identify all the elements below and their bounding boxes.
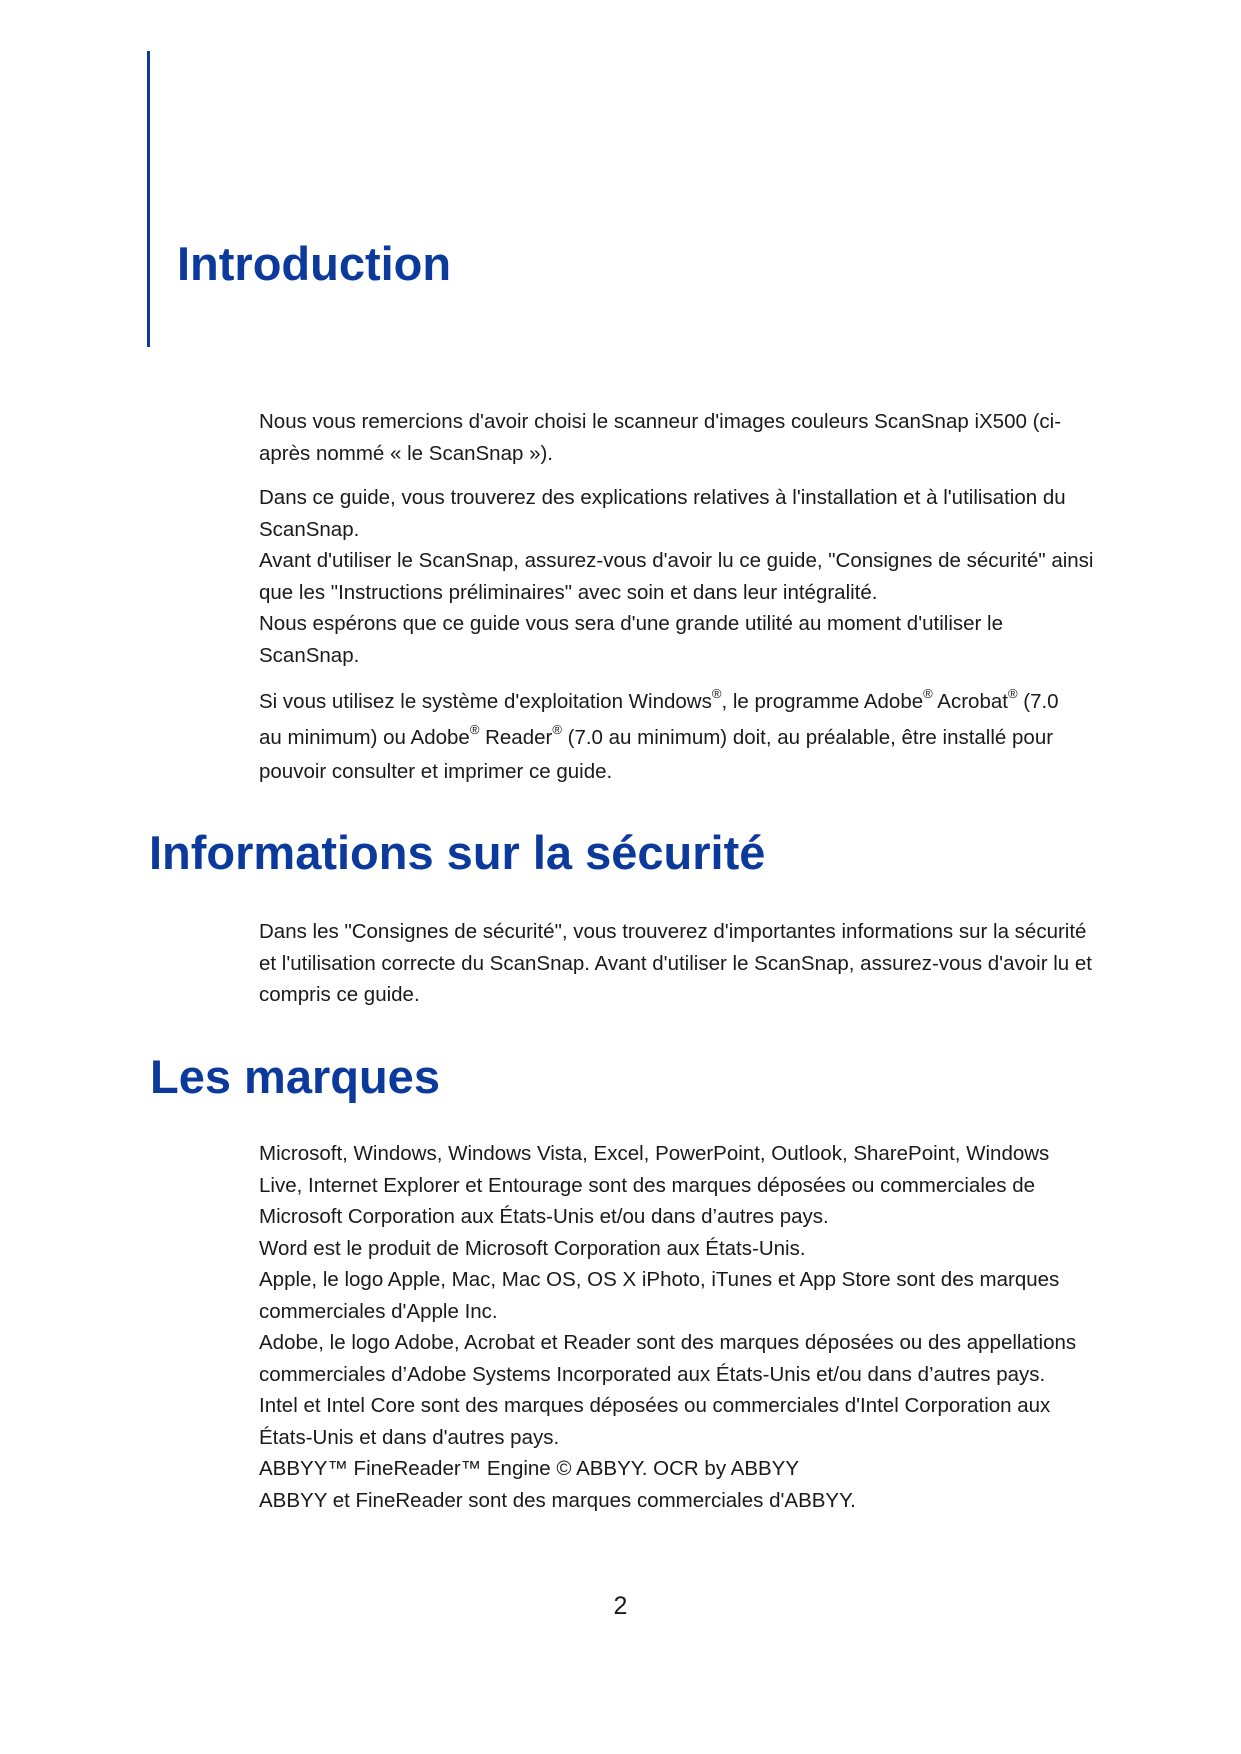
text-line: Microsoft Corporation aux États-Unis et/ou dans d’autres pays. xyxy=(259,1205,829,1228)
section-rule xyxy=(147,51,150,347)
registered-mark: ® xyxy=(1007,686,1018,702)
text-line: ScanSnap. xyxy=(259,643,360,667)
marques-paragraph xyxy=(259,1138,1099,1516)
heading-securite: Informations sur la sécurité xyxy=(149,826,766,879)
intro-paragraph-2 xyxy=(259,482,1099,671)
text-line: commerciales d’Adobe Systems Incorporated aux États-Unis et/ou dans d’autres pays. xyxy=(259,1362,1046,1386)
text-line: Dans les "Consignes de sécurité", vous trouverez d'importantes informations sur la sécurité xyxy=(259,920,1087,943)
text-fragment: , le programme Adobe xyxy=(721,690,924,713)
text-fragment: (7.0 au minimum) doit, au préalable, être installé pour xyxy=(561,726,1054,749)
text-line: Intel et Intel Core sont des marques déposées ou commerciales d'Intel Corporation aux xyxy=(259,1394,1051,1417)
text-fragment: (7.0 xyxy=(1017,690,1059,713)
text-line: Nous vous remercions d'avoir choisi le scanneur d'images couleurs ScanSnap iX500 (ci- xyxy=(259,410,1062,433)
introduction-body xyxy=(259,406,1099,787)
page-number: 2 xyxy=(613,1592,628,1620)
text-line: Apple, le logo Apple, Mac, Mac OS, OS X iPhoto, iTunes et App Store sont des marques xyxy=(259,1268,1060,1291)
text-line: Nous espérons que ce guide vous sera d'une grande utilité au moment d'utiliser le xyxy=(259,612,1003,635)
text-line: après nommé « le ScanSnap »). xyxy=(259,441,553,465)
securite-body xyxy=(259,916,1099,1011)
text-line: Microsoft, Windows, Windows Vista, Excel, PowerPoint, Outlook, SharePoint, Windows xyxy=(259,1142,1050,1165)
text-line: États-Unis et dans d'autres pays. xyxy=(259,1425,560,1449)
heading-marques: Les marques xyxy=(150,1050,440,1103)
text-line: Live, Internet Explorer et Entourage sont des marques déposées ou commerciales de xyxy=(259,1173,1036,1197)
text-line xyxy=(259,684,1099,720)
text-line: Adobe, le logo Adobe, Acrobat et Reader sont des marques déposées ou des appellations xyxy=(259,1331,1077,1354)
text-line: et l'utilisation correcte du ScanSnap. Avant d'utiliser le ScanSnap, assurez-vous d'avoir lu et xyxy=(259,951,1092,975)
registered-mark: ® xyxy=(711,686,722,702)
text-line: que les "Instructions préliminaires" avec soin et dans leur intégralité. xyxy=(259,580,878,604)
text-fragment: au minimum) ou Adobe xyxy=(259,726,470,749)
text-fragment: Si vous utilisez le système d'exploitation Windows xyxy=(259,690,712,713)
text-line: ABBYY™ FineReader™ Engine © ABBYY. OCR by ABBYY xyxy=(259,1457,800,1480)
registered-mark: ® xyxy=(552,722,562,738)
text-line: ScanSnap. xyxy=(259,517,360,541)
text-line xyxy=(259,720,1099,756)
text-line: commerciales d'Apple Inc. xyxy=(259,1299,498,1323)
text-line: ABBYY et FineReader sont des marques commerciales d'ABBYY. xyxy=(259,1488,856,1512)
registered-mark: ® xyxy=(469,722,480,738)
text-fragment: Acrobat xyxy=(932,690,1008,713)
text-fragment: Reader xyxy=(479,726,553,749)
intro-paragraph-1 xyxy=(259,406,1099,469)
heading-introduction: Introduction xyxy=(177,237,452,290)
text-line: Word est le produit de Microsoft Corporation aux États-Unis. xyxy=(259,1236,806,1260)
registered-mark: ® xyxy=(923,686,933,702)
text-line: Avant d'utiliser le ScanSnap, assurez-vous d'avoir lu ce guide, "Consignes de sécurité" ainsi xyxy=(259,549,1094,572)
securite-paragraph xyxy=(259,916,1099,1011)
text-line: pouvoir consulter et imprimer ce guide. xyxy=(259,760,613,783)
marques-body xyxy=(259,1138,1099,1516)
text-line: Dans ce guide, vous trouverez des explications relatives à l'installation et à l'utilisation du xyxy=(259,486,1066,509)
text-line: compris ce guide. xyxy=(259,983,420,1006)
intro-paragraph-3 xyxy=(259,684,1099,787)
